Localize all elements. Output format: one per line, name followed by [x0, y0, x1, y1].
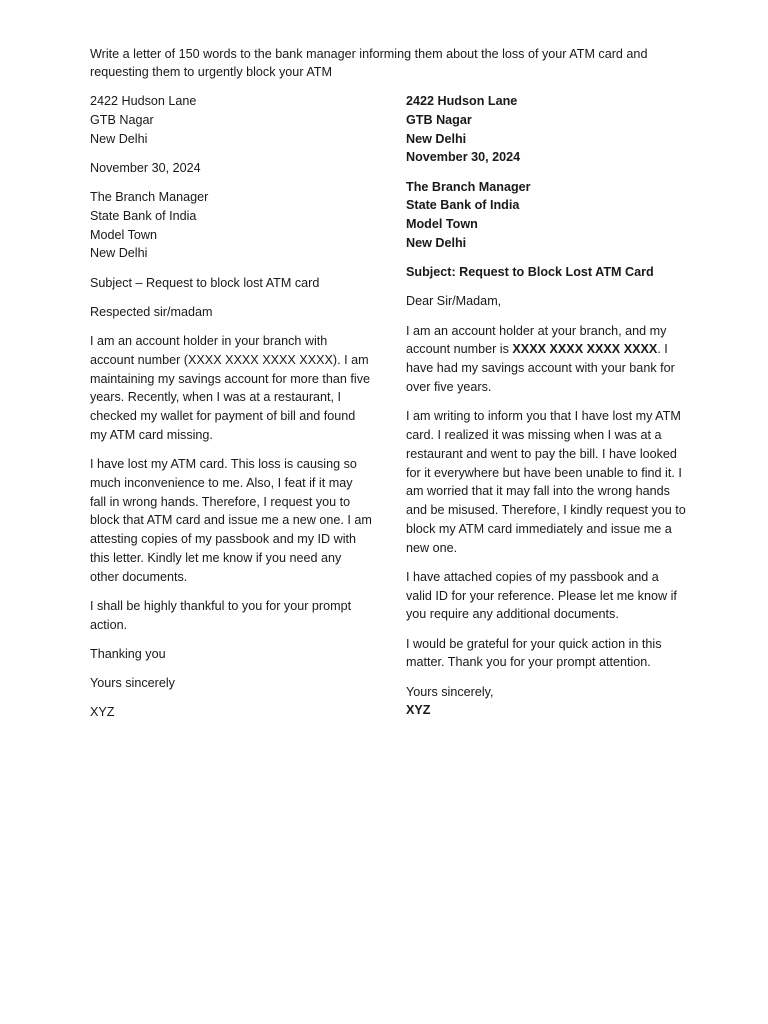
- signature: XYZ: [90, 705, 115, 720]
- date-text: November 30, 2024: [406, 150, 521, 165]
- body-paragraph-2: I am writing to inform you that I have lost my ATM card. I realized it was missing when I was at a restaurant and went to pay the bill. I have looked for it everywhere but have been unable to find it. I am worried that it may fall into the wrong hands and be misused. Therefore, I kindly request you to block my ATM card immediately and issue me a new one.: [406, 409, 686, 555]
- signature: XYZ: [406, 703, 431, 718]
- recipient-line: The Branch Manager: [90, 189, 209, 204]
- body-paragraph-1: I am an account holder in your branch with account number (XXXX XXXX XXXX XXXX). I am maintaining my savings account for more than five years. Recently, when I was at a restaurant, I checked my wallet for payment of bill and found my ATM card missing.: [90, 333, 370, 442]
- thanking-line: Thanking you: [90, 647, 166, 662]
- question-prompt: Write a letter of 150 words to the bank manager informing them about the loss of your ATM card and requesting them to urgently block your ATM: [90, 47, 648, 79]
- salutation: Dear Sir/Madam,: [406, 294, 502, 309]
- recipient-line: The Branch Manager: [406, 179, 531, 194]
- salutation: Respected sir/madam: [90, 304, 213, 319]
- address-line: New Delhi: [406, 131, 467, 146]
- address-line: GTB Nagar: [406, 112, 472, 127]
- recipient-line: State Bank of India: [90, 208, 197, 223]
- recipient-line: New Delhi: [406, 235, 467, 250]
- letter-informal-draft: [90, 92, 372, 733]
- address-line: 2422 Hudson Lane: [406, 94, 518, 108]
- sender-address-and-date: [406, 92, 688, 167]
- subject-line: Subject – Request to block lost ATM card: [90, 275, 320, 290]
- sign-off: [406, 683, 688, 721]
- body-paragraph-3: I have attached copies of my passbook and a valid ID for your reference. Please let me know if you require any additional documents.: [406, 569, 677, 622]
- address-line: GTB Nagar: [90, 112, 154, 127]
- body-paragraph-3: I shall be highly thankful to you for your prompt action.: [90, 599, 352, 632]
- recipient-line: New Delhi: [90, 246, 148, 261]
- address-line: 2422 Hudson Lane: [90, 94, 197, 108]
- subject-line: Subject: Request to Block Lost ATM Card: [406, 265, 654, 280]
- closing-line: Yours sincerely: [90, 676, 175, 691]
- recipient-line: Model Town: [406, 217, 478, 232]
- letter-revised-draft: [406, 92, 688, 731]
- closing-line: Yours sincerely,: [406, 684, 494, 699]
- body-paragraph-1: [406, 322, 688, 397]
- recipient-address: [90, 188, 372, 263]
- recipient-line: State Bank of India: [406, 198, 520, 213]
- letter-date: [90, 159, 372, 178]
- sender-address: [90, 92, 372, 148]
- para1-text: . I have had my savings account with your bank for over five years.: [406, 342, 675, 394]
- recipient-address: [406, 178, 688, 253]
- recipient-line: Model Town: [90, 227, 157, 242]
- body-paragraph-2: I have lost my ATM card. This loss is causing so much inconvenience to me. Also, I feat if it may fall in wrong hands. Therefore, I request you to block that ATM card and issue me a new one. I am attesting copies of my passbook and my ID with this letter. Kindly let me know if you need any other documents.: [90, 457, 372, 584]
- account-number: XXXX XXXX XXXX XXXX: [512, 342, 658, 357]
- date-text: November 30, 2024: [90, 160, 201, 175]
- para1-text: I am an account holder at your branch, and my account number is: [406, 323, 667, 357]
- address-line: New Delhi: [90, 131, 148, 146]
- body-paragraph-4: I would be grateful for your quick action in this matter. Thank you for your prompt attention.: [406, 636, 662, 670]
